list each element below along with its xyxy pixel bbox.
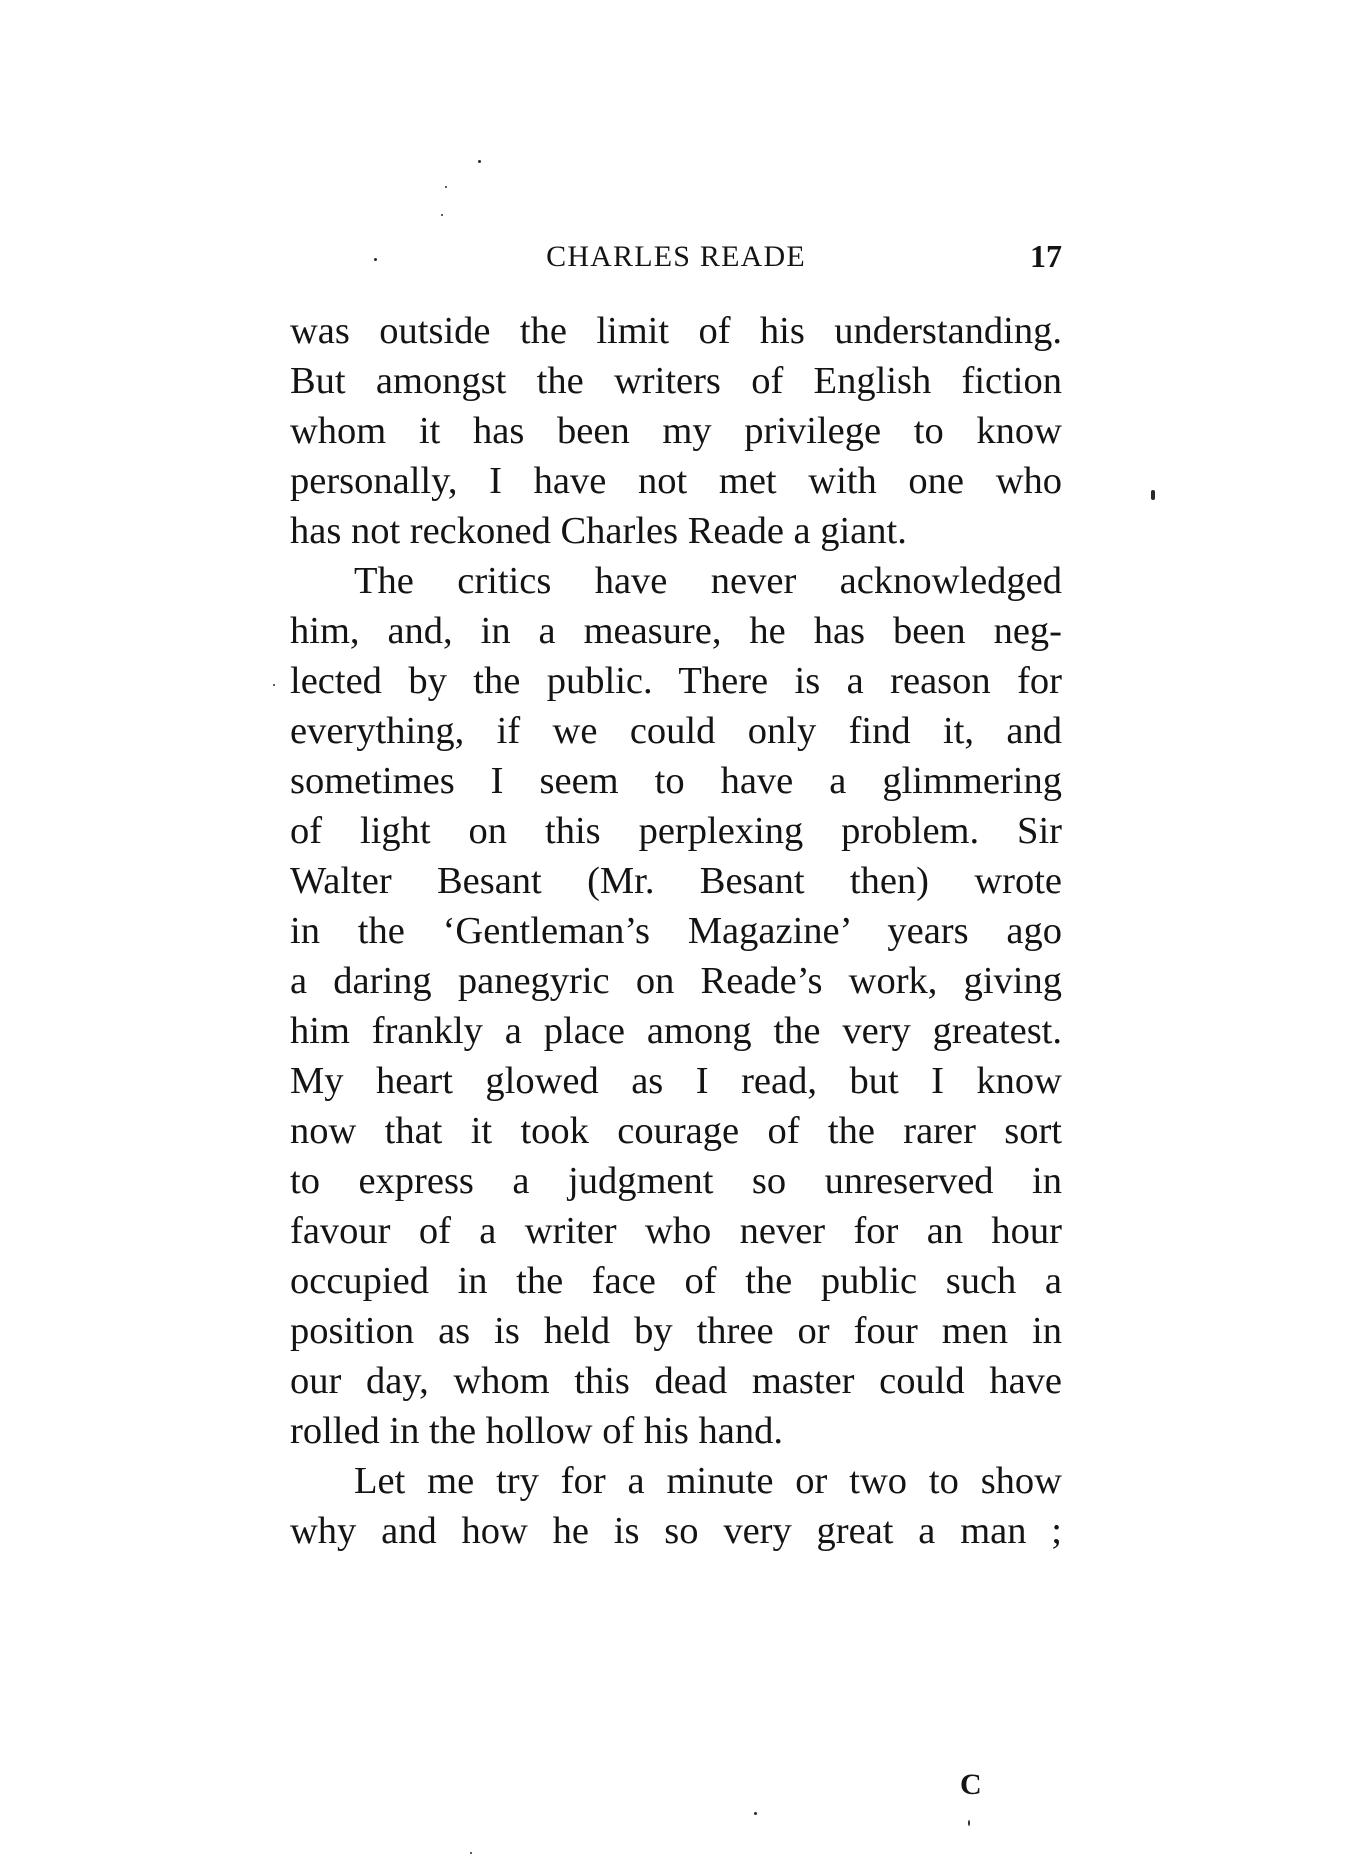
body-text [290,306,1062,1556]
running-head [290,232,1062,282]
scan-speck [754,1812,757,1815]
text-line: was outside the limit of his understanding. [290,310,1062,352]
text-line: has not reckoned Charles Reade a giant. [290,510,907,552]
scan-speck [273,684,275,686]
text-line: Let me try for a minute or two to show [354,1460,1062,1502]
scan-speck [441,214,443,216]
text-line: whom it has been my privilege to know [290,410,1062,452]
scan-speck [1151,490,1155,500]
text-line: a daring panegyric on Reade’s work, giving [290,960,1062,1002]
scan-speck [478,160,481,163]
scan-speck [445,186,447,188]
text-line: rolled in the hollow of his hand. [290,1410,783,1452]
scan-speck [374,258,377,261]
signature-mark: C [960,1768,982,1801]
text-line: him, and, in a measure, he has been neg- [290,610,1062,652]
text-line: My heart glowed as I read, but I know [290,1060,1062,1102]
page-number: 17 [1030,238,1062,274]
text-line: our day, whom this dead master could have [290,1360,1062,1402]
text-line: everything, if we could only find it, and [290,710,1062,752]
text-line: lected by the public. There is a reason for [290,660,1062,702]
text-line: of light on this perplexing problem. Sir [290,810,1062,852]
scan-speck [470,1852,472,1854]
text-line: sometimes I seem to have a glimmering [290,760,1062,802]
text-line: in the ‘Gentleman’s Magazine’ years ago [290,910,1062,952]
scan-speck [968,1820,970,1826]
text-line: But amongst the writers of English fiction [290,360,1062,402]
text-line: occupied in the face of the public such a [290,1260,1062,1302]
text-line: position as is held by three or four men in [290,1310,1062,1352]
text-line: The critics have never acknowledged [354,560,1062,602]
text-line: now that it took courage of the rarer sort [290,1110,1062,1152]
text-line: favour of a writer who never for an hour [290,1210,1062,1252]
text-line: personally, I have not met with one who [290,460,1062,502]
text-line: Walter Besant (Mr. Besant then) wrote [290,860,1062,902]
running-title: CHARLES READE [546,240,806,273]
text-line: to express a judgment so unreserved in [290,1160,1062,1202]
text-line: him frankly a place among the very greatest. [290,1010,1062,1052]
text-line: why and how he is so very great a man ; [290,1510,1062,1552]
